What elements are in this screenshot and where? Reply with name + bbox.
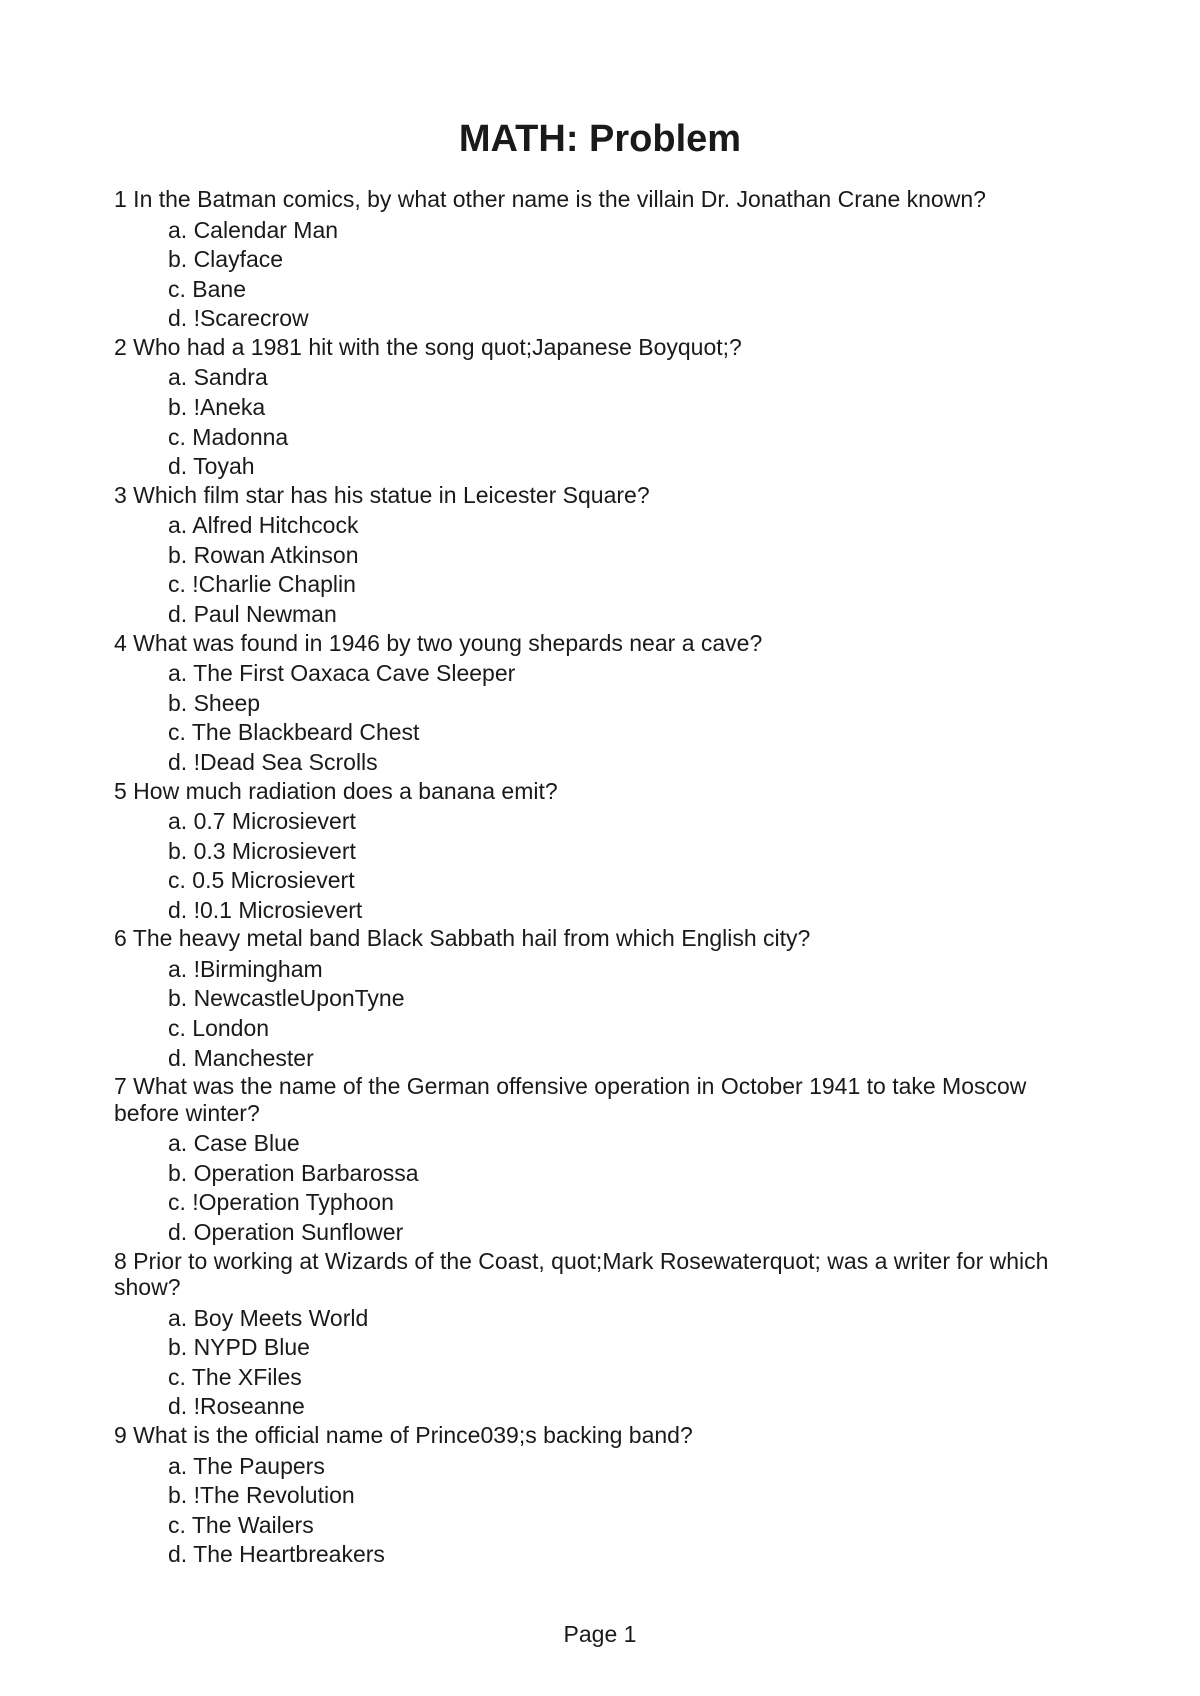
option-item: c. Bane (168, 275, 246, 302)
question-text: 7 What was the name of the German offensive operation in October 1941 to take Moscow before winter? (114, 1073, 1027, 1126)
option-item: b. !The Revolution (168, 1482, 355, 1509)
option-item: c. 0.5 Microsievert (168, 867, 355, 894)
option-item: b. Clayface (168, 246, 284, 273)
question-text: 9 What is the official name of Prince039;s backing band? (114, 1422, 693, 1448)
page-number: Page 1 (563, 1621, 637, 1647)
option-item: d. Operation Sunflower (168, 1219, 404, 1246)
option-item: d. The Heartbreakers (168, 1541, 385, 1568)
option-item: d. Toyah (168, 453, 255, 480)
option-list (114, 807, 1094, 925)
option-item: a. The Paupers (168, 1452, 325, 1479)
question-list (114, 186, 1094, 1570)
option-item: a. Sandra (168, 364, 268, 391)
question-text: 1 In the Batman comics, by what other name is the villain Dr. Jonathan Crane known? (114, 186, 986, 212)
option-item: a. !Birmingham (168, 955, 323, 982)
question-item (114, 1422, 1094, 1570)
option-list (114, 216, 1094, 334)
option-item: a. Case Blue (168, 1130, 300, 1157)
option-item: b. !Aneka (168, 393, 266, 420)
option-item: d. !Roseanne (168, 1393, 305, 1420)
option-item: a. The First Oaxaca Cave Sleeper (168, 660, 516, 687)
question-item (114, 925, 1094, 1073)
option-list (114, 511, 1094, 629)
option-item: b. Sheep (168, 689, 261, 716)
option-item: c. The Blackbeard Chest (168, 719, 420, 746)
question-item (114, 1248, 1094, 1422)
option-item: d. !Scarecrow (168, 305, 309, 332)
question-text: 5 How much radiation does a banana emit? (114, 777, 558, 804)
question-text: 4 What was found in 1946 by two young shepards near a cave? (114, 629, 763, 656)
question-item (114, 1073, 1094, 1247)
option-item: b. Operation Barbarossa (168, 1159, 419, 1186)
option-item: d. !Dead Sea Scrolls (168, 748, 378, 775)
option-item: b. 0.3 Microsievert (168, 837, 356, 864)
option-list (114, 1452, 1094, 1570)
option-item: d. Paul Newman (168, 601, 337, 628)
option-item: a. Boy Meets World (168, 1304, 369, 1331)
option-item: c. Madonna (168, 423, 289, 450)
option-list (114, 1129, 1094, 1247)
option-item: b. NYPD Blue (168, 1334, 310, 1361)
question-item (114, 482, 1094, 630)
option-list (114, 1304, 1094, 1422)
option-item: c. The XFiles (168, 1363, 302, 1390)
question-item (114, 334, 1094, 482)
option-item: a. 0.7 Microsievert (168, 808, 356, 834)
option-item: a. Alfred Hitchcock (168, 512, 359, 539)
option-list (114, 955, 1094, 1073)
option-item: d. !0.1 Microsievert (168, 896, 363, 923)
question-item (114, 778, 1094, 926)
option-item: c. The Wailers (168, 1511, 314, 1538)
option-list (114, 659, 1094, 777)
question-text: 3 Which film star has his statue in Leicester Square? (114, 481, 650, 508)
page-title: MATH: Problem (458, 118, 742, 160)
question-text: 2 Who had a 1981 hit with the song quot;Japanese Boyquot;? (114, 333, 742, 360)
question-item (114, 630, 1094, 778)
option-item: a. Calendar Man (168, 216, 339, 243)
option-item: c. London (168, 1015, 270, 1042)
option-item: d. Manchester (168, 1044, 314, 1071)
question-item (114, 186, 1094, 334)
option-item: c. !Operation Typhoon (168, 1189, 394, 1216)
option-item: b. Rowan Atkinson (168, 541, 359, 568)
option-list (114, 363, 1094, 481)
question-text: 8 Prior to working at Wizards of the Coast, quot;Mark Rosewaterquot; was a writer for which show? (114, 1247, 1049, 1301)
option-item: b. NewcastleUponTyne (168, 985, 405, 1012)
question-text: 6 The heavy metal band Black Sabbath hail from which English city? (114, 925, 811, 952)
option-item: c. !Charlie Chaplin (168, 571, 356, 598)
